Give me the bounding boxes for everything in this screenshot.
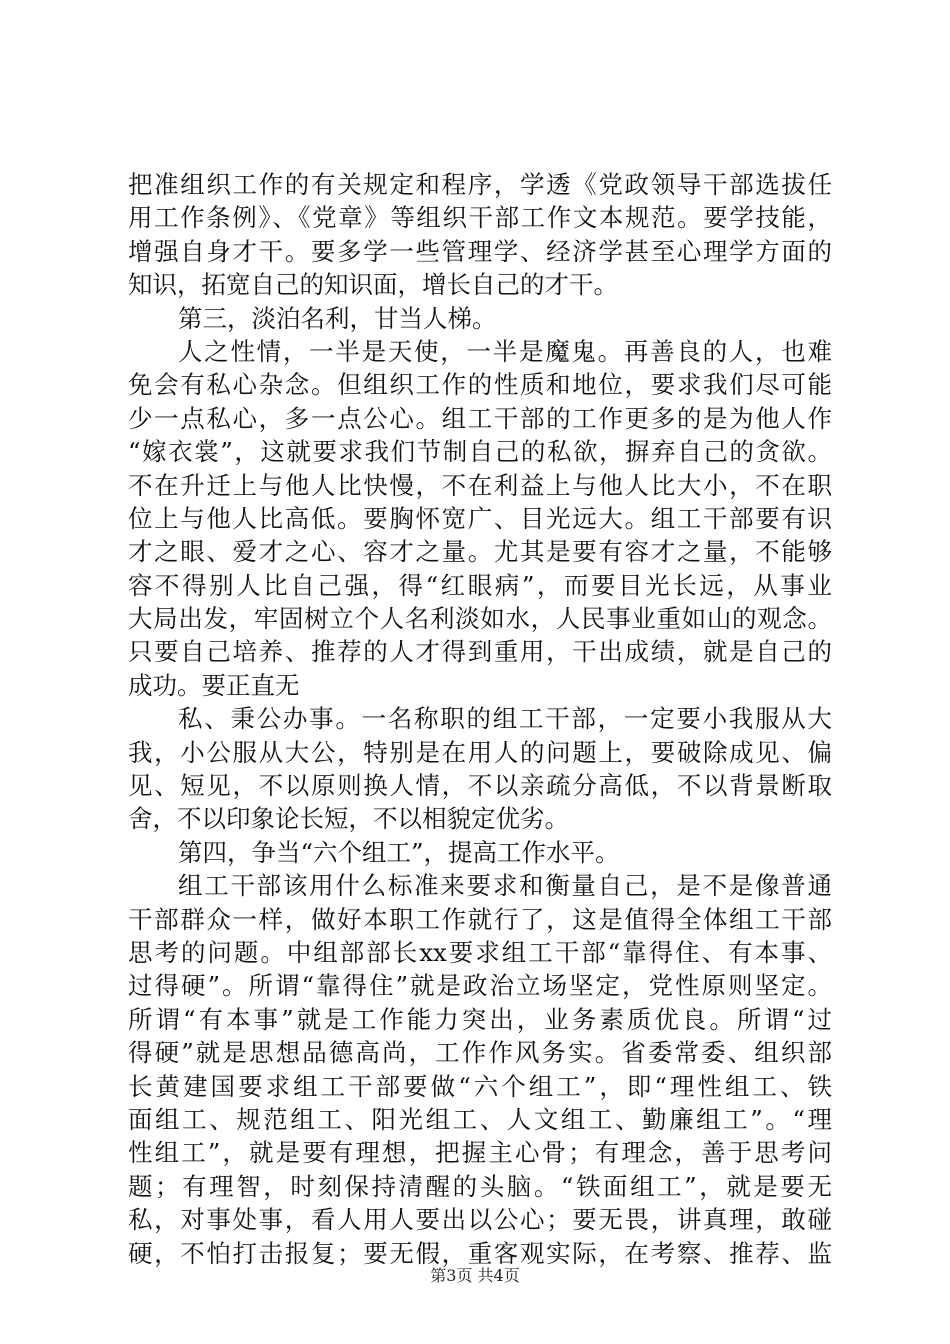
text-line: 大局出发，牢固树立个人名利淡如水，人民事业重如山的观念。 (128, 604, 832, 634)
text-line: 人之性情，一半是天使，一半是魔鬼。再善良的人，也难 (178, 336, 832, 366)
page-footer: 第3页 共4页 (430, 1266, 520, 1285)
text-line: 私、秉公办事。一名称职的组工干部，一定要小我服从大 (178, 704, 832, 734)
text-line: 舍，不以印象论长短，不以相貌定优劣。 (128, 804, 569, 834)
text-line: 把准组织工作的有关规定和程序，学透《党政领导干部选拔任 (128, 170, 832, 199)
text-line: 少一点私心，多一点公心。组工干部的工作更多的是为他人作 (128, 403, 832, 433)
text-line: 组工干部该用什么标准来要求和衡量自己，是不是像普通 (178, 871, 832, 901)
text-line: 思考的问题。中组部部长xx要求组工干部“靠得住、有本事、 (128, 937, 832, 967)
text-line: 我，小公服从大公，特别是在用人的问题上，要破除成见、偏 (128, 737, 832, 767)
text-line: 长黄建国要求组工干部要做“六个组工”，即“理性组工、铁 (128, 1071, 832, 1101)
text-line: 题；有理智，时刻保持清醒的头脑。“铁面组工”，就是要无 (128, 1171, 832, 1201)
text-line: 硬，不怕打击报复；要无假，重客观实际，在考察、推荐、监 (128, 1238, 832, 1268)
text-line: 不在升迁上与他人比快慢，不在利益上与他人比大小，不在职 (128, 470, 832, 500)
text-line: 第三，淡泊名利，甘当人梯。 (178, 303, 497, 333)
body-text (128, 168, 832, 1270)
text-line: 面组工、规范组工、阳光组工、人文组工、勤廉组工”。“理 (128, 1104, 832, 1134)
text-line: 第四，争当“六个组工”，提高工作水平。 (178, 837, 620, 867)
text-line: 知识，拓宽自己的知识面，增长自己的才干。 (128, 270, 618, 300)
text-line: 位上与他人比高低。要胸怀宽广、目光远大。组工干部要有识 (128, 503, 832, 533)
text-line: 过得硬”。所谓“靠得住”就是政治立场坚定，党性原则坚定。 (128, 971, 832, 1001)
text-line: “嫁衣裳”，这就要求我们节制自己的私欲，摒弃自己的贪欲。 (128, 437, 832, 467)
text-line: 私，对事处事，看人用人要出以公心；要无畏，讲真理，敢碰 (128, 1205, 832, 1235)
text-line: 得硬”就是思想品德高尚，工作作风务实。省委常委、组织部 (128, 1038, 832, 1068)
text-line: 用工作条例》、《党章》等组织干部工作文本规范。要学技能， (128, 203, 832, 233)
text-line: 见、短见，不以原则换人情，不以亲疏分高低，不以背景断取 (128, 771, 832, 801)
text-line: 所谓“有本事”就是工作能力突出，业务素质优良。所谓“过 (128, 1004, 832, 1034)
text-line: 成功。要正直无 (128, 670, 300, 700)
text-line: 性组工”，就是要有理想，把握主心骨；有理念，善于思考问 (128, 1138, 832, 1168)
text-line: 增强自身才干。要多学一些管理学、经济学甚至心理学方面的 (128, 236, 832, 266)
text-line: 容不得别人比自己强，得“红眼病”，而要目光长远，从事业 (128, 570, 832, 600)
text-line: 干部群众一样，做好本职工作就行了，这是值得全体组工干部 (128, 904, 832, 934)
text-line: 免会有私心杂念。但组织工作的性质和地位，要求我们尽可能 (128, 370, 832, 400)
text-line: 只要自己培养、推荐的人才得到重用，干出成绩，就是自己的 (128, 637, 832, 667)
text-line: 才之眼、爱才之心、容才之量。尤其是要有容才之量，不能够 (128, 537, 832, 567)
